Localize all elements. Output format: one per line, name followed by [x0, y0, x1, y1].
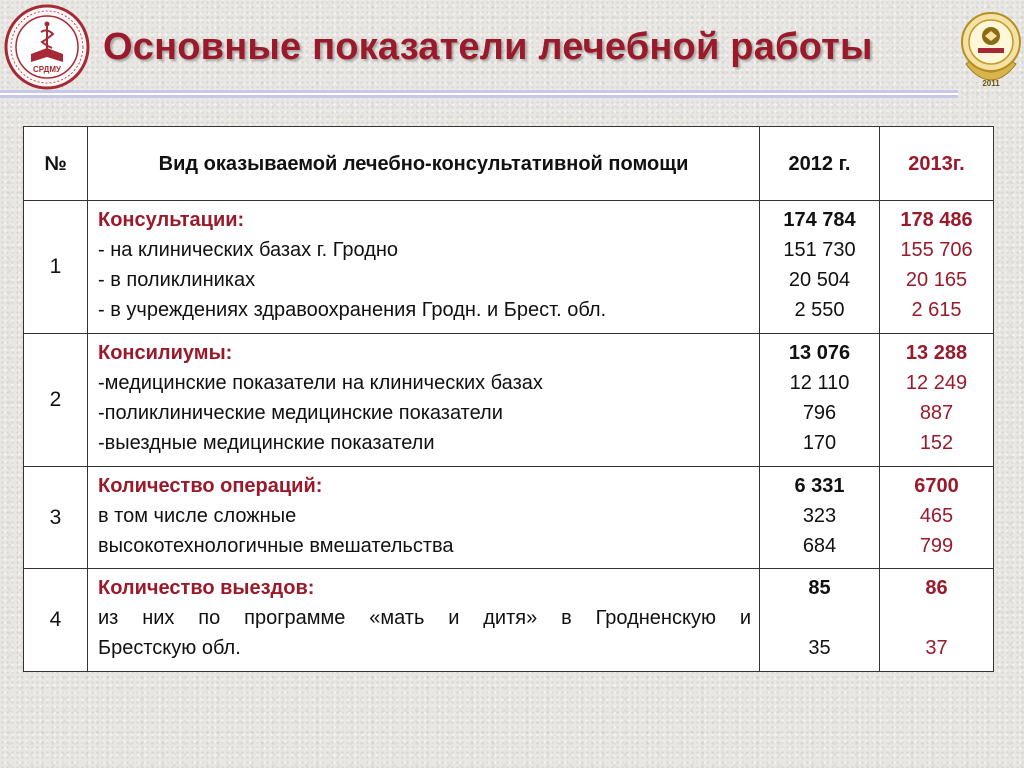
total-2013: 86: [925, 577, 948, 599]
row-heading: Консилиумы:: [98, 342, 233, 364]
value-2012-line: 170: [802, 432, 837, 454]
row-line: из них по программе «мать и дитя» в Гродненскую и: [98, 607, 751, 629]
row-number: 2: [24, 334, 88, 467]
value-2013: [880, 334, 994, 467]
table-header-row: [24, 127, 994, 201]
table-row: [24, 569, 994, 672]
value-2013-line: 20 165: [905, 269, 968, 291]
value-2013: [880, 201, 994, 334]
column-header-number: №: [24, 127, 88, 201]
column-header-service-type: Вид оказываемой лечебно-консультативной помощи: [88, 127, 760, 201]
spacer: [880, 603, 993, 633]
indicators-table: [23, 126, 993, 671]
value-2012-line: 2 550: [794, 299, 845, 321]
value-2013-line: 2 615: [911, 299, 962, 321]
row-line: в том числе сложные: [98, 505, 297, 527]
value-2012-line: 35: [808, 637, 831, 659]
value-2013-line: 152: [919, 432, 954, 454]
column-header-2012: 2012 г.: [760, 127, 880, 201]
university-emblem: [4, 4, 90, 90]
value-2012-line: 20 504: [788, 269, 851, 291]
value-2013-line: 465: [919, 505, 954, 527]
value-2012-line: 796: [802, 402, 837, 424]
total-2013: 6700: [914, 475, 959, 497]
award-medal: [958, 6, 1024, 88]
spacer: [760, 603, 879, 633]
row-line: - на клинических базах г. Гродно: [98, 239, 399, 261]
value-2013-line: 799: [919, 535, 954, 557]
column-header-2013: 2013г.: [880, 127, 994, 201]
row-heading: Количество выездов:: [98, 577, 315, 599]
row-description: [88, 201, 760, 334]
value-2012-line: 684: [802, 535, 837, 557]
value-2012: [760, 201, 880, 334]
value-2012: [760, 467, 880, 569]
row-heading: Консультации:: [98, 209, 245, 231]
table-row: [24, 467, 994, 569]
row-line: высокотехнологичные вмешательства: [98, 535, 454, 557]
row-number: 3: [24, 467, 88, 569]
emblem-caption: СРДМУ: [33, 65, 61, 74]
table-row: [24, 201, 994, 334]
value-2012: [760, 334, 880, 467]
medal-year: 2011: [982, 79, 1000, 88]
page-title: Основные показатели лечебной работы: [103, 26, 873, 68]
row-line: -выездные медицинские показатели: [98, 432, 435, 454]
title-divider: [0, 90, 958, 98]
value-2013: [880, 467, 994, 569]
total-2012: 13 076: [788, 342, 851, 364]
value-2013-line: 155 706: [900, 239, 973, 261]
total-2012: 85: [808, 577, 831, 599]
row-line: Брестскую обл.: [98, 637, 241, 659]
row-heading: Количество операций:: [98, 475, 323, 497]
row-description: [88, 334, 760, 467]
row-line: - в учреждениях здравоохранения Гродн. и Брест. обл.: [98, 299, 607, 321]
total-2013: 178 486: [900, 209, 973, 231]
row-line: -поликлинические медицинские показатели: [98, 402, 503, 424]
value-2012-line: 12 110: [789, 372, 850, 394]
row-description: [88, 467, 760, 569]
row-line: - в поликлиниках: [98, 269, 256, 291]
table-row: [24, 334, 994, 467]
value-2012-line: 151 730: [783, 239, 856, 261]
total-2013: 13 288: [905, 342, 968, 364]
value-2012: [760, 569, 880, 672]
row-line: -медицинские показатели на клинических базах: [98, 372, 543, 394]
value-2013-line: 887: [919, 402, 954, 424]
total-2012: 6 331: [794, 475, 845, 497]
row-number: 1: [24, 201, 88, 334]
value-2013-line: 37: [925, 637, 948, 659]
total-2012: 174 784: [783, 209, 856, 231]
value-2013: [880, 569, 994, 672]
row-description: [88, 569, 760, 672]
value-2013-line: 12 249: [905, 372, 968, 394]
value-2012-line: 323: [802, 505, 837, 527]
row-number: 4: [24, 569, 88, 672]
